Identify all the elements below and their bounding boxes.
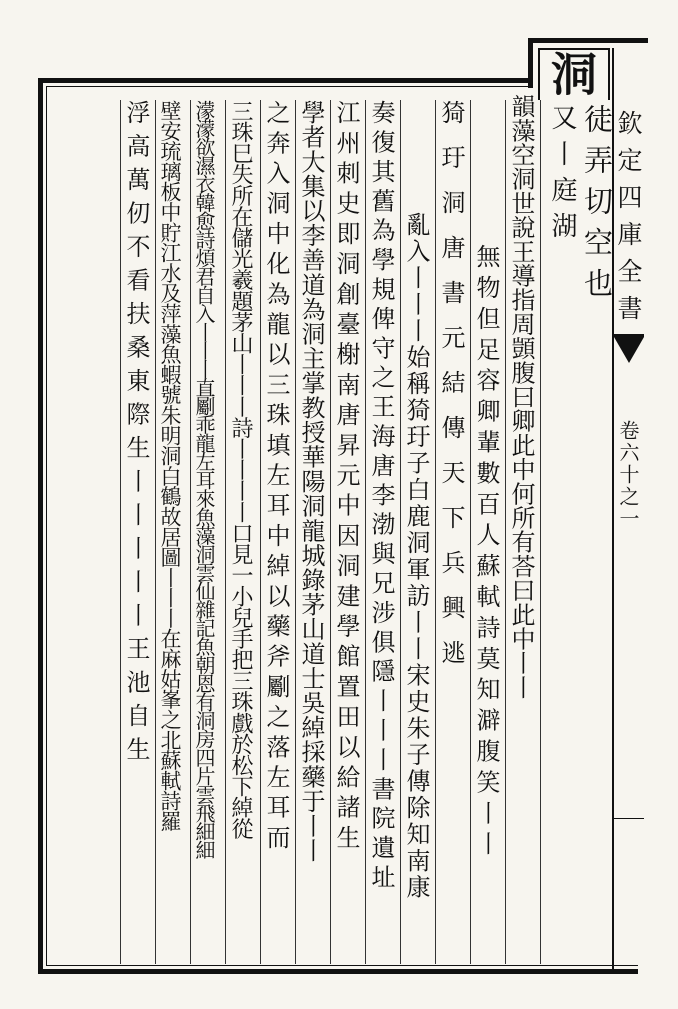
column-rule (260, 100, 261, 964)
text-column: 三珠巳失所在儲光羲題茅山丨丨丨詩丨丨丨丨口見一小兒手把三珠戲於松下綽從 (228, 100, 253, 839)
text-column: 亂入丨丨丨始稱猗玗子白鹿洞軍訪丨丨宋史朱子傳除知南康 (402, 212, 430, 901)
text-column: 之奔入洞中化為龍以三珠填左耳中綽以藥斧劚之落左耳而 (262, 100, 290, 855)
text-column: 猗玗洞唐書元結傳天下兵興逃 (437, 100, 465, 685)
text-column: 學者大集以李善道為洞主掌教授華陽洞龍城錄茅山道士吳綽採藥于丨丨 (297, 100, 325, 863)
text-column: 無物但足容卿輩數百人蘇軾詩莫知澼腹笑丨丨 (472, 244, 500, 862)
text-column: 浮高萬仞不看扶桑東際生丨丨丨丨丨王池自生 (122, 100, 150, 770)
column-rule (190, 100, 191, 964)
column-rule (400, 100, 401, 964)
column-rule (330, 100, 331, 964)
collection-title: 欽定四庫全書 (614, 110, 643, 332)
column-rule (120, 100, 121, 964)
text-column: 徒弄切空也 (580, 104, 614, 309)
text-column: 壁安琉璃板中貯江水及萍藻魚蝦號朱明洞白鶴故居圖丨丨丨在麻姑峯之北蘇軾詩羅 (158, 100, 182, 831)
text-column: 江州刺史即洞創臺榭南唐昇元中因洞建學館置田以給諸生 (332, 100, 360, 855)
margin-rule (614, 818, 644, 819)
column-rule (365, 100, 366, 964)
column-rule (155, 100, 156, 964)
column-rule (225, 100, 226, 964)
text-column: 又丨庭湖 (547, 104, 577, 248)
column-rule (505, 100, 506, 964)
text-column: 奏復其舊為學規俾守之王海唐李渤與兄涉俱隱丨丨丨書院遺址 (367, 100, 395, 894)
volume-label: 卷六十之一 (616, 420, 640, 530)
column-rule (435, 100, 436, 964)
text-column: 韻藻空洞世說王導指周顗腹曰卿此中何所有荅曰此中丨丨 (507, 94, 535, 699)
column-rule (470, 100, 471, 964)
column-rule (295, 100, 296, 964)
headword: 洞 (544, 50, 598, 96)
fish-tail-mark (614, 334, 644, 393)
text-column: 濛濛欲濕衣韓愈詩煩君自入丨丨丨直劚乖龍左耳來魚藻洞雲仙雜記魚朝恩有洞房四片雲飛細細 (192, 100, 216, 859)
column-rule (540, 100, 541, 964)
